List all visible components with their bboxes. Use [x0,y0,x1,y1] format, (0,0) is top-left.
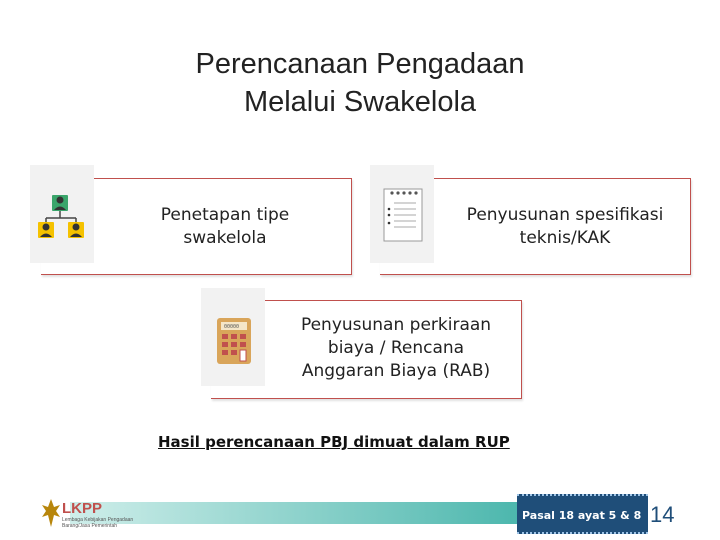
page-number: 14 [650,502,675,527]
card-text-spesifikasi: Penyusunan spesifikasi teknis/KAK [466,205,664,248]
logo-subtitle: Lembaga Kebijakan Pengadaan Barang/Jasa Pemerintah [62,517,134,529]
org-chart-icon [30,165,94,263]
card-text-penetapan: Penetapan tipe swakelola [160,205,290,248]
calculator-icon [201,288,265,386]
logo-name: LKPP [62,500,103,517]
svg-text:00000: 00000 [224,324,240,330]
card-text-perkiraan: Penyusunan perkiraan biaya / Rencana Anggaran Biaya (RAB) [300,315,492,381]
slide-title: Perencanaan Pengadaan Melalui Swakelola [195,48,525,118]
footer-note: Hasil perencanaan PBJ dimuat dalam RUP [158,433,510,451]
document-list-icon [370,165,434,263]
pasal-badge: Pasal 18 ayat 5 & 8 [517,494,648,534]
